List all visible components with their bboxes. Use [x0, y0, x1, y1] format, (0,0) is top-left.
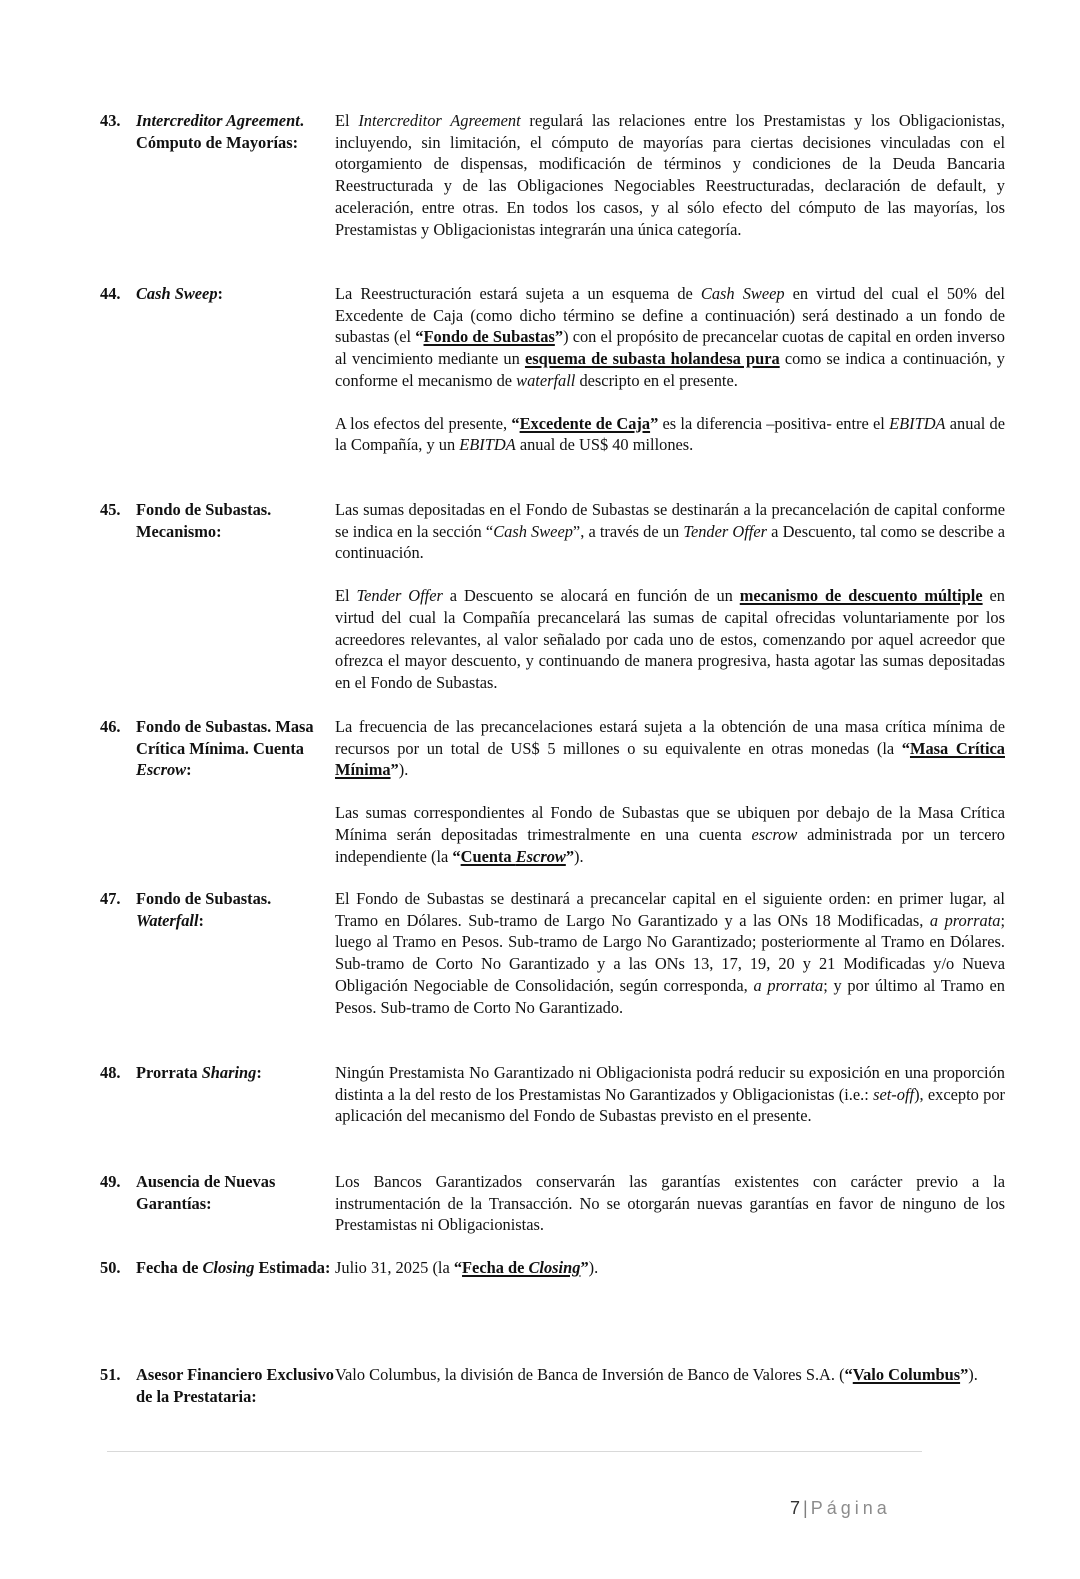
text-run: ; luego al Tramo en Pesos. Sub-tramo de Largo No Garantizado; posteriormente al Tramo en Dólares. Sub-tramo de Corto No Garantizado y a las ONs 13, 17, 19, 20 y 21 Modificadas y/o Nueva Obligación Negociable de Consolidación, según corresponda,	[335, 910, 1006, 995]
quote-mark: ”	[565, 846, 575, 866]
section-title	[136, 716, 335, 867]
defined-term: mecanismo de descuento múltiple	[739, 586, 983, 606]
defined-term: Excedente de Caja	[519, 413, 651, 433]
section-body	[335, 888, 1005, 1018]
text-run: anual de la Compañía, y un	[335, 413, 1005, 455]
text-run: ; y por último al Tramo en Pesos. Sub-tramo de Corto No Garantizado.	[335, 975, 1006, 1017]
section-paragraph	[335, 1257, 1005, 1279]
section-title-part: Fondo de Subastas.	[136, 889, 272, 908]
text-run: El	[335, 586, 357, 606]
page-number: 7	[790, 1498, 801, 1518]
section-body	[335, 1062, 1005, 1127]
defined-term: Valo Columbus	[852, 1365, 961, 1384]
page-number-footer	[790, 1498, 891, 1520]
text-run: descripto en el presente.	[575, 370, 738, 390]
section-term	[100, 283, 335, 456]
defined-term: Cuenta	[460, 846, 516, 866]
quote-mark: “	[901, 738, 910, 758]
footer-divider	[107, 1451, 922, 1452]
section-term	[100, 888, 335, 1018]
text-run: en virtud del cual el 50% del Excedente de Caja (como dicho término se define a continuación) será destinado a un fondo de subastas (el	[335, 284, 1005, 347]
section-47	[100, 888, 1005, 1018]
italic-term: Tender Offer	[683, 521, 768, 541]
section-title-part: :	[217, 284, 223, 303]
section-number: 46.	[100, 717, 121, 736]
section-term	[100, 1257, 335, 1279]
text-run: Las sumas correspondientes al Fondo de Subastas que se ubiquen por debajo de la Masa Crítica Mínima serán depositadas trimestralmente en una cuenta	[335, 803, 1005, 844]
section-term	[100, 716, 335, 867]
section-title-part: Ausencia de Nuevas Garantías:	[136, 1172, 276, 1213]
section-number: 50.	[100, 1258, 121, 1277]
text-run: a Descuento se alocará en función de un	[442, 586, 740, 606]
text-run: Ningún Prestamista No Garantizado ni Obligacionista podrá reducir su exposición en una proporción distinta a la del resto de los Prestamistas No Garantizados y Obligacionistas (i.e.:	[335, 1063, 1005, 1104]
section-number: 43.	[100, 111, 121, 130]
italic-term: Tender Offer	[356, 586, 443, 606]
section-title-part: Sharing	[201, 1063, 257, 1082]
italic-term: escrow	[751, 824, 798, 844]
quote-mark: ”	[390, 760, 399, 780]
section-paragraph	[335, 802, 1005, 867]
section-title-part: Asesor Financiero Exclusivo de la Prestataria:	[136, 1365, 334, 1406]
section-term	[100, 499, 335, 694]
text-run: ”, a través de un	[572, 521, 684, 541]
section-number: 51.	[100, 1365, 121, 1384]
text-run: La frecuencia de las precancelaciones estará sujeta a la obtención de una masa crítica mínima de recursos por un total de US$ 5 millones o su equivalente en otras monedas (la	[335, 717, 1005, 758]
section-body	[335, 1257, 1005, 1279]
section-title-part: :	[186, 760, 192, 780]
italic-term: EBITDA	[459, 435, 516, 455]
quote-mark: ”	[960, 1365, 969, 1384]
section-paragraph	[335, 110, 1005, 240]
text-run: Valo Columbus, la división de Banca de Inversión de Banco de Valores S.A. (	[335, 1365, 845, 1384]
text-run: ).	[398, 760, 409, 780]
defined-term: Fecha de	[462, 1258, 529, 1277]
section-number: 45.	[100, 500, 121, 519]
section-paragraph	[335, 585, 1005, 694]
section-body	[335, 1171, 1005, 1236]
text-run: Las sumas depositadas en el Fondo de Subastas se destinarán a la precancelación de capital conforme se indica en la sección “	[335, 500, 1005, 541]
section-paragraph	[335, 888, 1005, 1018]
quote-mark: “	[453, 1258, 463, 1277]
italic-term: Intercreditor Agreement	[358, 111, 521, 130]
section-paragraph	[335, 1171, 1005, 1236]
text-run: como se indica a continuación, y conforme el mecanismo de	[335, 349, 1005, 390]
section-49	[100, 1171, 1005, 1236]
text-run: El Fondo de Subastas se destinará a precancelar capital en el siguiente orden: en primer lugar, al Tramo en Dólares. Sub-tramo de Largo No Garantizado y a las ONs 18 Modificadas,	[335, 889, 1005, 930]
text-run: La Reestructuración estará sujeta a un esquema de	[335, 284, 701, 303]
section-term	[100, 1171, 335, 1236]
quote-mark: ”	[580, 1258, 589, 1277]
section-number: 49.	[100, 1172, 121, 1191]
section-45	[100, 499, 1005, 694]
quote-mark: “	[844, 1365, 853, 1384]
section-number: 48.	[100, 1063, 121, 1082]
section-paragraph	[335, 716, 1005, 781]
section-paragraph	[335, 1062, 1005, 1127]
text-run: ).	[968, 1365, 978, 1384]
section-body	[335, 1364, 1005, 1407]
section-term	[100, 110, 335, 240]
section-paragraph	[335, 1364, 1005, 1386]
text-run: ).	[588, 1258, 599, 1277]
text-run: A los efectos del presente,	[335, 413, 512, 433]
section-title	[136, 1171, 335, 1236]
section-title-part: :	[256, 1063, 262, 1082]
section-term	[100, 1062, 335, 1127]
italic-term: waterfall	[516, 370, 576, 390]
defined-term: esquema de subasta holandesa pura	[524, 349, 780, 369]
section-title-part: Fondo de Subastas. Masa Crítica Mínima. Cuenta	[136, 717, 314, 758]
quote-mark: “	[415, 327, 424, 347]
section-paragraph	[335, 283, 1005, 392]
quote-mark: ”	[554, 327, 564, 347]
section-title-part: Cash Sweep	[136, 284, 218, 303]
section-body	[335, 283, 1005, 456]
text-run: administrada por un tercero independiente (la	[335, 824, 1005, 866]
section-title-part: Estimada:	[254, 1258, 331, 1277]
section-title-part: . Cómputo de Mayorías:	[136, 111, 304, 152]
text-run: regulará las relaciones entre los Prestamistas y los Obligacionistas, incluyendo, sin limitación, el cómputo de mayorías para ciertas decisiones vinculadas con el otorgamiento de dispensas, modificación de términos y condiciones de la Deuda Bancaria Reestructurada y de las Obligaciones Negociables Reestructuradas, declaración de default, y aceleración, entre otras. En todos los casos, y al sólo efecto del cómputo de las mayorías, los Prestamistas y Obligacionistas integrarán una única categoría.	[335, 111, 1005, 239]
section-title-part: Fondo de Subastas. Mecanismo:	[136, 500, 272, 541]
text-run: Los Bancos Garantizados conservarán las garantías existentes con carácter previo a la instrumentación de la Transacción. No se otorgarán nuevas garantías en favor de ninguno de los Prestamistas ni Obligacionistas.	[335, 1172, 1005, 1235]
section-paragraph	[335, 413, 1005, 456]
text-run: ) con el propósito de precancelar cuotas de capital en orden inverso al vencimiento mediante un	[335, 327, 1005, 369]
section-48	[100, 1062, 1005, 1127]
page-label: Página	[810, 1498, 891, 1518]
section-title	[136, 1257, 335, 1279]
italic-term: a prorrata	[753, 975, 824, 995]
section-title	[136, 888, 335, 1018]
section-title-part: Intercreditor Agreement	[136, 111, 300, 130]
quote-mark: ”	[650, 413, 659, 433]
section-body	[335, 110, 1005, 240]
page-separator: |	[803, 1498, 808, 1518]
text-run: El	[335, 111, 359, 130]
section-title-part: Escrow	[136, 760, 187, 780]
section-title-part: Prorrata	[136, 1063, 202, 1082]
section-43	[100, 110, 1005, 240]
section-number: 47.	[100, 889, 121, 908]
section-title-part: Fecha de	[136, 1258, 203, 1277]
text-run: anual de US$ 40 millones.	[515, 435, 694, 455]
italic-term: Cash Sweep	[493, 521, 573, 541]
italic-term: a prorrata	[929, 910, 1001, 930]
italic-term: Cash Sweep	[700, 284, 785, 303]
section-title-part: Waterfall	[136, 910, 199, 930]
section-title-part: :	[198, 910, 204, 930]
defined-term: Masa Crítica Mínima	[335, 738, 1005, 780]
italic-term: set-off	[873, 1084, 915, 1104]
section-paragraph	[335, 499, 1005, 564]
text-run: ), excepto por aplicación del mecanismo del Fondo de Subastas previsto en el presente.	[335, 1084, 1005, 1126]
text-run: es la diferencia –positiva- entre el	[658, 413, 890, 433]
section-title	[136, 1062, 335, 1127]
section-title	[136, 499, 335, 694]
section-body	[335, 499, 1005, 694]
italic-term: EBITDA	[889, 413, 946, 433]
section-50	[100, 1257, 1005, 1279]
section-body	[335, 716, 1005, 867]
section-title	[136, 283, 335, 456]
text-run: a Descuento, tal como se describe a continuación.	[335, 521, 1005, 563]
text-run: ).	[574, 846, 584, 866]
section-title-part: Closing	[202, 1258, 255, 1277]
section-44	[100, 283, 1005, 456]
section-46	[100, 716, 1005, 867]
section-title	[136, 1364, 335, 1407]
quote-mark: “	[511, 413, 520, 433]
section-number: 44.	[100, 284, 121, 303]
defined-term: Escrow	[515, 846, 566, 866]
defined-term: Closing	[528, 1258, 581, 1277]
text-run: Julio 31, 2025 (la	[335, 1258, 454, 1277]
section-term	[100, 1364, 335, 1407]
text-run: en virtud del cual la Compañía precancelará las sumas de capital ofrecidas voluntariamente por los acreedores relevantes, al valor señalado por cada uno de estos, comenzando por aquel acreedor que ofrezca el mayor descuento, y continuando de manera progresiva, hasta agotar las sumas depositadas en el Fondo de Subastas.	[335, 586, 1005, 692]
section-title	[136, 110, 335, 240]
defined-term: Fondo de Subastas	[423, 327, 555, 347]
quote-mark: “	[452, 846, 461, 866]
section-51	[100, 1364, 1005, 1407]
